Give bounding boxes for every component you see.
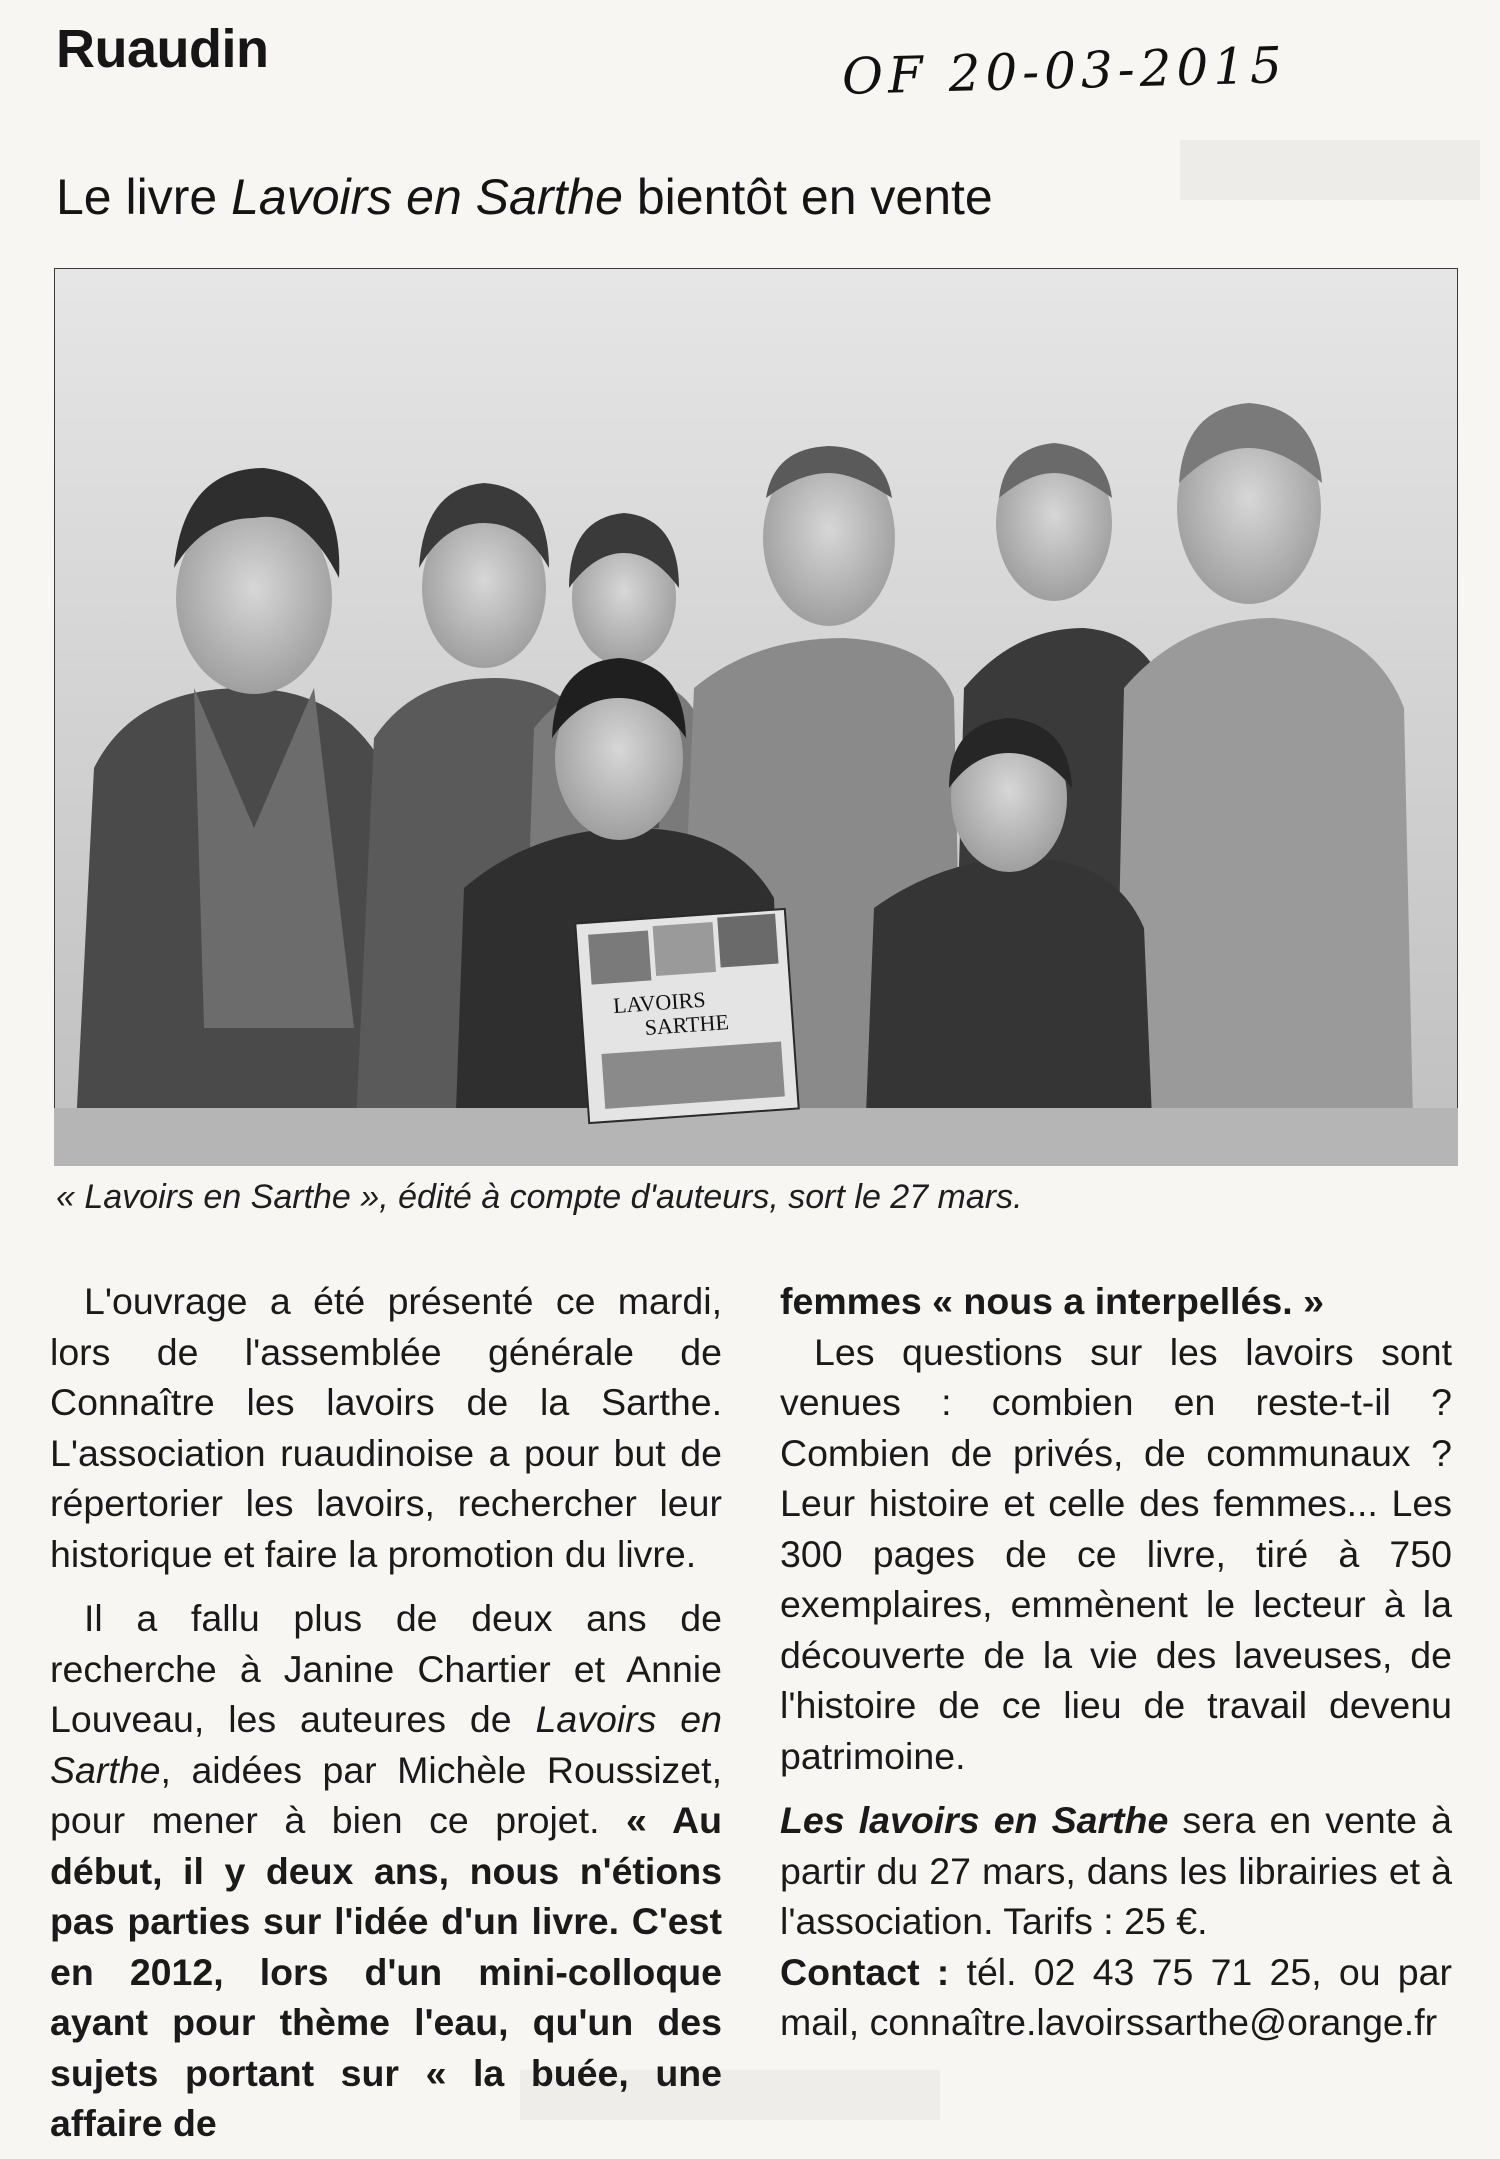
headline-book-title: Lavoirs en Sarthe: [231, 169, 623, 225]
contact-label: Contact :: [780, 1950, 950, 1993]
paragraph-2-text-a: Il a fallu plus de deux ans de recherche à Janine Chartier et Annie Louveau, les auteures de: [50, 1597, 722, 1740]
paragraph-2-quote: « Au début, il y deux ans, nous n'étions pas parties sur l'idée d'un livre. C'est en 2012, lors d'un mini-colloque ayant pour thème l'eau, qu'un des sujets portant sur « la buée, une affaire de: [50, 1799, 722, 2144]
book-title-line1: LAVOIRS: [612, 986, 707, 1019]
article-column-left: [50, 1276, 722, 2149]
bleed-through-right: [1180, 140, 1480, 200]
paragraph-2: [50, 1593, 722, 2149]
paragraph-1: L'ouvrage a été présenté ce mardi, lors de l'assemblée générale de Connaître les lavoirs de la Sarthe. L'association ruaudinoise a pour but de répertorier les lavoirs, rechercher leur historique et faire la promotion du livre.: [50, 1280, 722, 1575]
handwritten-date: OF 20-03-2015: [841, 36, 1288, 106]
quote-continuation: femmes « nous a interpellés. »: [780, 1280, 1324, 1322]
sale-text: sera en vente à partir du 27 mars, dans les librairies et à l'association. Tarifs : 25 €.: [780, 1799, 1452, 1942]
photo-caption: « Lavoirs en Sarthe », édité à compte d'auteurs, sort le 27 mars.: [56, 1178, 1023, 1216]
headline-part-1: Le livre: [56, 169, 232, 225]
article-headline: [56, 168, 993, 226]
book-cover: [575, 909, 798, 1123]
paragraph-sale-info: [780, 1795, 1452, 1947]
contact-text: tél. 02 43 75 71 25, ou par mail, connaître.lavoirssarthe@orange.fr: [780, 1950, 1452, 2043]
book-title-line2: SARTHE: [643, 1009, 730, 1040]
group-photo: [54, 268, 1458, 1166]
article-column-right: [780, 1276, 1452, 2048]
paragraph-contact: [780, 1947, 1452, 2048]
headline-part-2: bientôt en vente: [622, 169, 993, 225]
locality-heading: Ruaudin: [56, 19, 269, 79]
paragraph-2-text-b: , aidées par Michèle Roussizet, pour mener à bien ce projet.: [50, 1748, 722, 1841]
paragraph-2-book-title: Lavoirs en Sarthe: [50, 1698, 722, 1791]
sale-book-title: Les lavoirs en Sarthe: [780, 1799, 1169, 1841]
paragraph-3: Les questions sur les lavoirs sont venues : combien en reste-t-il ? Combien de privés, de communaux ? Leur histoire et celle des femmes... Les 300 pages de ce livre, tiré à 750 exemplaires, emmènent le lecteur à la découverte de la vie des laveuses, de l'histoire de ce lieu de travail devenu patrimoine.: [780, 1330, 1452, 1777]
